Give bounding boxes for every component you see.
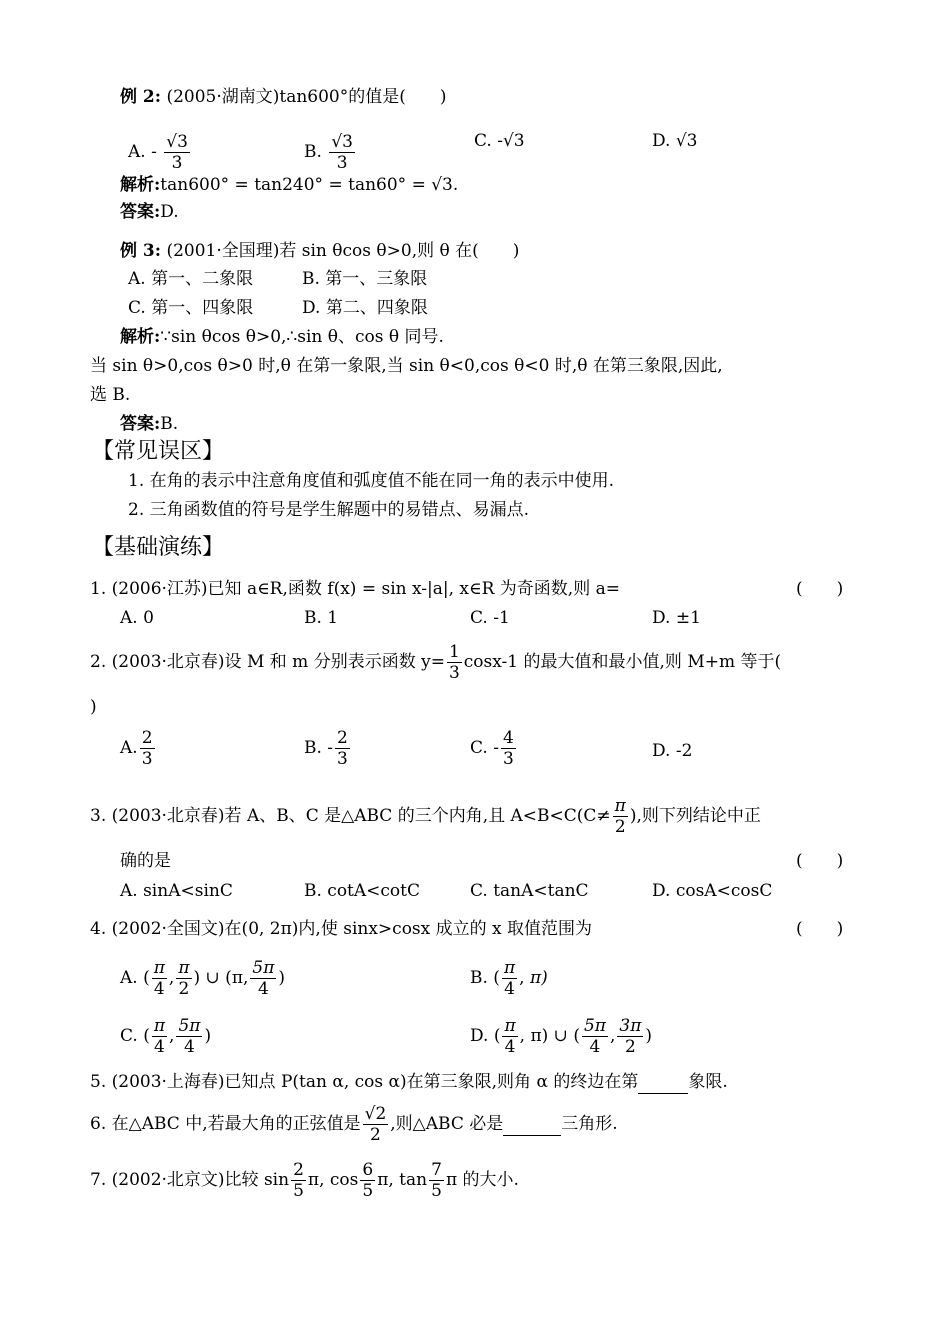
error-item-1: 1. 在角的表示中注意角度值和弧度值不能在同一角的表示中使用. [128,471,615,491]
q4-option-c: C. ( $\frac{\pi}{4}$ , $\frac{5\pi}{4}$ ) [120,1016,212,1057]
q3-option-b: B. cotA<cotC [304,881,421,901]
example-3-solution-line2: 当 sin θ>0,cos θ>0 时,θ 在第一象限,当 sin θ<0,cos θ<0 时,θ 在第三象限,因此, [90,356,723,376]
fill-blank [503,1113,561,1136]
example-2-stem [120,86,447,108]
section-heading-errors: 【常见误区】 [92,439,225,464]
question-2: 2. (2003·北京春)设 M 和 m 分别表示函数 y= $\frac{1}{3}$ cosx-1 的最大值和最小值,则 M+m 等于( [90,642,782,683]
section-heading-practice: 【基础演练】 [92,535,225,560]
option-a: A. - $\frac{√3}{3}$ [128,132,188,173]
q2-option-a: A. $\frac{2}{3}$ [120,728,153,769]
example-3-option-c: C. 第一、四象限 [128,298,254,318]
q4-option-b: B. ( $\frac{\pi}{4}$ , π) [470,958,548,999]
q2-option-d: D. -2 [652,741,693,761]
q3-option-d: D. cosA<cosC [652,881,773,901]
question-7: 7. (2002·北京文)比较 sin $\frac{2}{5}$ π, cos $\frac{6}{5}$ π, tan $\frac{7}{5}$ π 的大小. [90,1160,519,1201]
example-3-option-b: B. 第一、三象限 [302,269,428,289]
q1-option-c: C. -1 [470,608,510,628]
answer-paren: ( ) [796,919,844,939]
question-text: (2005·湖南文)tan600°的值是( ) [166,87,447,107]
q1-option-a: A. 0 [120,608,154,628]
example-2-answer: 答案:D. [120,202,179,222]
question-3-cont: 确的是 [120,851,171,871]
answer-paren: ( ) [796,851,844,871]
example-3-solution: 解析:∵sin θcos θ>0,∴sin θ、cos θ 同号. [120,327,444,347]
q3-option-a: A. sinA<sinC [120,881,233,901]
q1-option-b: B. 1 [304,608,339,628]
error-item-2: 2. 三角函数值的符号是学生解题中的易错点、易漏点. [128,500,530,520]
example-3-option-a: A. 第一、二象限 [128,269,254,289]
fill-blank [638,1071,688,1094]
question-2-cont: ) [90,697,97,717]
answer-paren: ( ) [796,579,844,599]
option-b: B. $\frac{√3}{3}$ [304,132,353,173]
q2-option-c: C. - $\frac{4}{3}$ [470,728,514,769]
option-d: D. √3 [652,131,698,151]
question-1: 1. (2006·江苏)已知 a∈R,函数 f(x) = sin x-|a|, x∈R 为奇函数,则 a= [90,579,620,599]
example-3-stem: 例 3: (2001·全国理)若 sin θcos θ>0,则 θ 在( ) [120,241,520,261]
q4-option-a: A. ( $\frac{\pi}{4}$ , $\frac{\pi}{2}$ ) ∪ (π, $\frac{5\pi}{4}$ ) [120,958,286,999]
example-3-option-d: D. 第二、四象限 [302,298,428,318]
question-5: 5. (2003·上海春)已知点 P(tan α, cos α)在第三象限,则角 α 的终边在第 象限. [90,1072,728,1092]
question-6: 6. 在△ABC 中,若最大角的正弦值是 $\frac{√2}{2}$ ,则△ABC 必是 三角形. [90,1104,618,1145]
option-c: C. -√3 [474,131,525,151]
q1-option-d: D. ±1 [652,608,701,628]
example-label: 例 2: [120,87,162,107]
q4-option-d: D. ( $\frac{\pi}{4}$ , π) ∪ ( $\frac{5\pi}{4}$ , $\frac{3\pi}{2}$ ) [470,1016,653,1057]
q3-option-c: C. tanA<tanC [470,881,589,901]
example-2-solution: 解析:tan600° = tan240° = tan60° = √3. [120,175,459,195]
question-3: 3. (2003·北京春)若 A、B、C 是△ABC 的三个内角,且 A<B<C(C≠ $\frac{\pi}{2}$ ),则下列结论中正 [90,796,761,837]
question-4: 4. (2002·全国文)在(0, 2π)内,使 sinx>cosx 成立的 x 取值范围为 [90,919,593,939]
example-3-answer: 答案:B. [120,414,179,434]
example-3-solution-line3: 选 B. [90,385,131,405]
q2-option-b: B. - $\frac{2}{3}$ [304,728,348,769]
